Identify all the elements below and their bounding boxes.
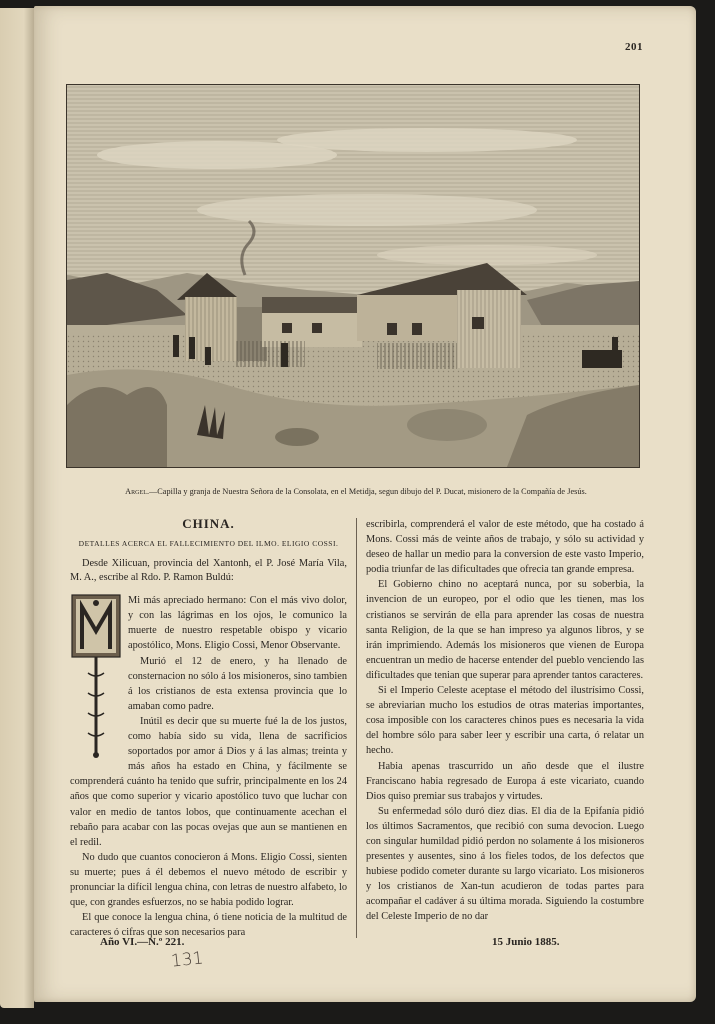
drop-cap-block <box>70 593 347 940</box>
left-paragraph-5: El que conoce la lengua china, ó tiene noticia de la multitud de caracteres ó cifras que son necesarios para <box>70 912 347 939</box>
issue-date: 15 Junio 1885. <box>492 936 560 948</box>
engraving-illustration <box>66 84 640 468</box>
left-paragraph-1: Mi más apreciado hermano: Con el más vivo dolor, y con las lágrimas en los ojos, le comunico la muerte de nuestro respetable obispo y vicario apostólico, Mons. Eligio Cossi, Menor Observante. <box>128 595 347 652</box>
page-number: 201 <box>625 41 643 53</box>
right-paragraph-5: Su enfermedad sólo duró diez dias. El dia de la Epifanía pidió los últimos Sacramentos, que recibió con suma devocion. Luego con singular humildad pidió perdon no solamente á los misioneros presentes y ausentes, sino á los fieles todos, de los defectos que hubiese podido cometer durante su largo vicariato. Los misioneros y los cristianos de Xan-tun acudieron de todas partes para acompañar el cadáver á su última morada. Siguiendo la costumbre del Celeste Imperio de no dar <box>366 805 644 923</box>
right-paragraph-3: Si el Imperio Celeste aceptase el método del ilustrísimo Cossi, se abreviarian mucho los estudios de otras materias importantes, cosa imposible con los caracteres chinos pues es necesaria la vida del hombre sólo para saber leer y escribir una carta, ó relatar un hecho. <box>366 685 644 757</box>
article-subtitle: DETALLES ACERCA EL FALLECIMIENTO DEL ILMO. ELIGIO COSSI. <box>78 539 339 549</box>
article-intro: Desde Xilicuan, provincia del Xantonh, el P. José María Vila, M. A., escribe al Rdo. P. Ramon Buldú: <box>70 558 347 584</box>
right-paragraph-4: Habia apenas trascurrido un año desde que el ilustre Franciscano habia regresado de Europa á este vicariato, cuando Dios quiso premiar sus trabajos y virtudes. <box>366 760 644 802</box>
caption-text: —Capilla y granja de Nuestra Señora de la Consolata, en el Metidja, segun dibujo del P. Ducat, misionero de la Compañía de Jesús. <box>149 487 587 496</box>
right-paragraph-2: El Gobierno chino no aceptará nunca, por su soberbia, la invencion de un europeo, por el odio que les tienen, mas los cristianos se servirán de ella para aprender las cosas de nuestra santa Religion, de la que se han impreso ya algunos libros, y se irán imprimiendo. Además los misioneros que vienen de Europa encuentran un medio de hacerse entender del pueblo venciendo las dificultades que tenian que superar para aprender tantos caracteres. <box>366 579 644 681</box>
column-divider <box>356 518 357 938</box>
previous-page-edge <box>0 8 34 1008</box>
right-paragraph-1: escribirla, comprenderá el valor de este método, que ha costado á Mons. Cossi más de veinte años de trabajo, y sólo su actividad y deseo de hallar un medio para la conversion de este vasto Imperio, podia triunfar de las dificultades que ofrecia tan grande empresa. <box>366 519 644 576</box>
handwritten-note: 131 <box>170 948 205 972</box>
figure-caption <box>66 487 646 496</box>
left-paragraph-2: Murió el 12 de enero, y ha llenado de consternacion no sólo á los misioneros, sino tambien á los cristianos de esta extensa provincia que lo amaban como padre. <box>128 655 347 712</box>
article-title: CHINA. <box>182 516 235 531</box>
caption-lead: Argel. <box>125 487 150 496</box>
left-paragraph-4: No dudo que cuantos conocieron á Mons. Eligio Cossi, sienten su muerte; pues á él debemos el nuevo método de escribir y pronunciar la difícil lengua china, con letras de nuestro alfabeto, lo que, con grandes esfuerzos, no se habia podido lograr. <box>70 851 347 909</box>
right-column <box>366 517 644 925</box>
issue-number: Año VI.—N.º 221. <box>100 936 185 948</box>
ornamental-initial-icon <box>70 593 122 761</box>
left-column <box>70 514 347 940</box>
left-paragraph-3: Inútil es decir que su muerte fué la de los justos, como había sido su vida, llena de sacrificios soportados por amor á Dios y á las almas; treinta y más años ha estado en China, y fácilmente se comprenderá cuánto ha tenido que sufrir, principalmente en los 24 años que como superior y vicario apostólico tuvo que luchar con valor en medio de tantos lobos, que continuamente acechan el rebaño para acabar con las pocas ovejas que aun se mantienen en el redil. <box>70 715 347 848</box>
